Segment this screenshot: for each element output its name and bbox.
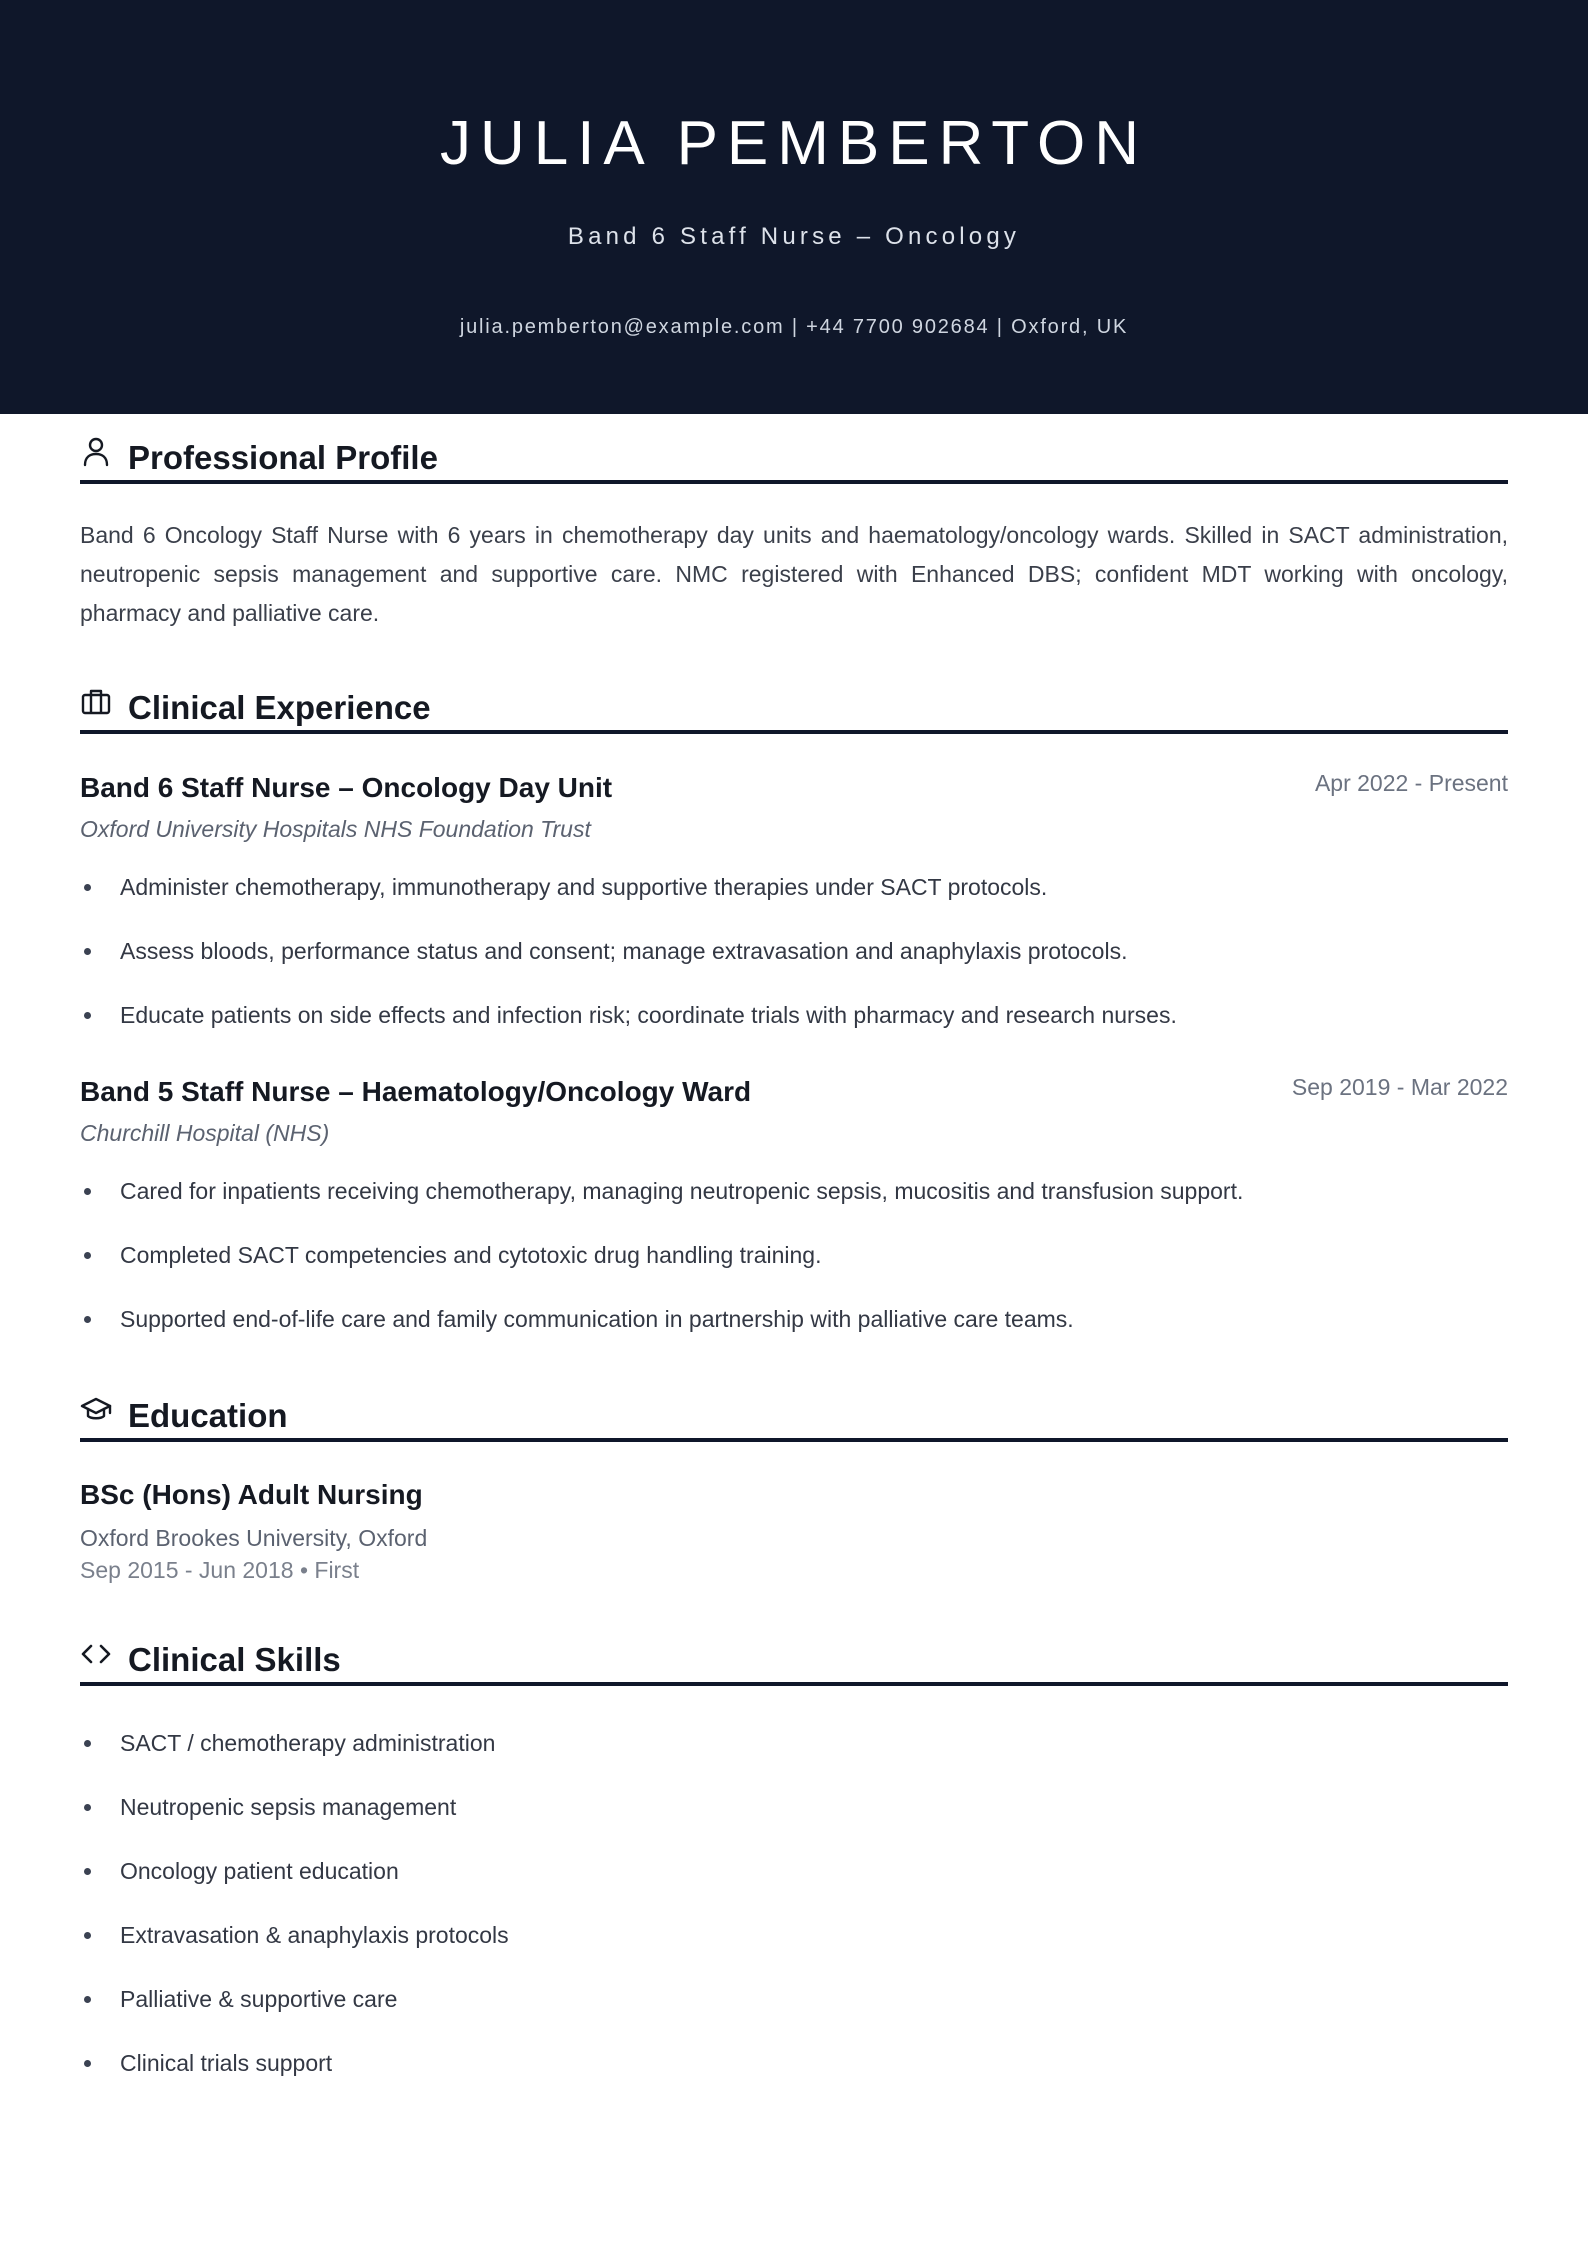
section-title: Clinical Experience xyxy=(128,689,431,726)
education-degree: BSc (Hons) Adult Nursing xyxy=(80,1479,423,1510)
section-title: Clinical Skills xyxy=(128,1641,341,1678)
bullet-icon xyxy=(84,1188,91,1195)
job-dates: Sep 2019 - Mar 2022 xyxy=(1291,1074,1508,1100)
experience-section-heading xyxy=(80,664,1508,734)
job-bullets xyxy=(80,872,1508,1064)
list-item: Educate patients on side effects and infection risk; coordinate trials with pharmacy and research nurses. xyxy=(80,1000,1508,1064)
candidate-name: JULIA PEMBERTON xyxy=(439,109,1149,178)
list-item: Oncology patient education xyxy=(80,1856,1508,1920)
education-dates: Sep 2015 - Jun 2018 • First xyxy=(80,1557,360,1583)
list-item: SACT / chemotherapy administration xyxy=(80,1728,1508,1792)
job-bullets xyxy=(80,1176,1508,1368)
code-icon xyxy=(80,1638,112,1670)
bullet-icon xyxy=(84,884,91,891)
section-title: Education xyxy=(128,1397,288,1434)
profile-section-heading xyxy=(80,414,1508,484)
education-school: Oxford Brookes University, Oxford xyxy=(80,1525,428,1551)
list-item: Supported end-of-life care and family communication in partnership with palliative care teams. xyxy=(80,1304,1508,1368)
bullet-icon xyxy=(84,948,91,955)
job-dates: Apr 2022 - Present xyxy=(1314,770,1508,796)
bullet-icon xyxy=(84,1868,91,1875)
bullet-icon xyxy=(84,1996,91,2003)
list-item: Cared for inpatients receiving chemotherapy, managing neutropenic sepsis, mucositis and transfusion support. xyxy=(80,1176,1508,1240)
bullet-icon xyxy=(84,1804,91,1811)
bullet-icon xyxy=(84,1740,91,1747)
skills-section-heading xyxy=(80,1616,1508,1686)
section-title: Professional Profile xyxy=(128,439,438,476)
list-item: Palliative & supportive care xyxy=(80,1984,1508,2048)
contact-line: julia.pemberton@example.com | +44 7700 902684 | Oxford, UK xyxy=(459,316,1129,338)
briefcase-icon xyxy=(80,686,112,718)
education-section-heading xyxy=(80,1372,1508,1442)
candidate-role: Band 6 Staff Nurse – Oncology xyxy=(567,223,1021,250)
bullet-icon xyxy=(84,1012,91,1019)
job-organization: Oxford University Hospitals NHS Foundation Trust xyxy=(80,816,591,842)
graduation-cap-icon xyxy=(80,1394,112,1426)
bullet-icon xyxy=(84,1316,91,1323)
job-organization: Churchill Hospital (NHS) xyxy=(80,1120,330,1146)
list-item: Completed SACT competencies and cytotoxic drug handling training. xyxy=(80,1240,1508,1304)
profile-summary: Band 6 Oncology Staff Nurse with 6 years in chemotherapy day units and haematology/oncology wards. Skilled in SACT administration, neutropenic sepsis management and supportive care. NMC registered with Enhanced DBS; confident MDT working with oncology, pharmacy and palliative care. xyxy=(80,522,1508,626)
list-item: Clinical trials support xyxy=(80,2048,1508,2112)
list-item: Neutropenic sepsis management xyxy=(80,1792,1508,1856)
skills-list xyxy=(80,1728,1508,2112)
user-icon xyxy=(80,436,112,468)
list-item: Extravasation & anaphylaxis protocols xyxy=(80,1920,1508,1984)
resume-header xyxy=(0,0,1588,414)
job-title: Band 5 Staff Nurse – Haematology/Oncology Ward xyxy=(80,1076,752,1107)
bullet-icon xyxy=(84,2060,91,2067)
job-title: Band 6 Staff Nurse – Oncology Day Unit xyxy=(80,772,613,803)
bullet-icon xyxy=(84,1252,91,1259)
list-item: Assess bloods, performance status and consent; manage extravasation and anaphylaxis protocols. xyxy=(80,936,1508,1000)
list-item: Administer chemotherapy, immunotherapy and supportive therapies under SACT protocols. xyxy=(80,872,1508,936)
bullet-icon xyxy=(84,1932,91,1939)
